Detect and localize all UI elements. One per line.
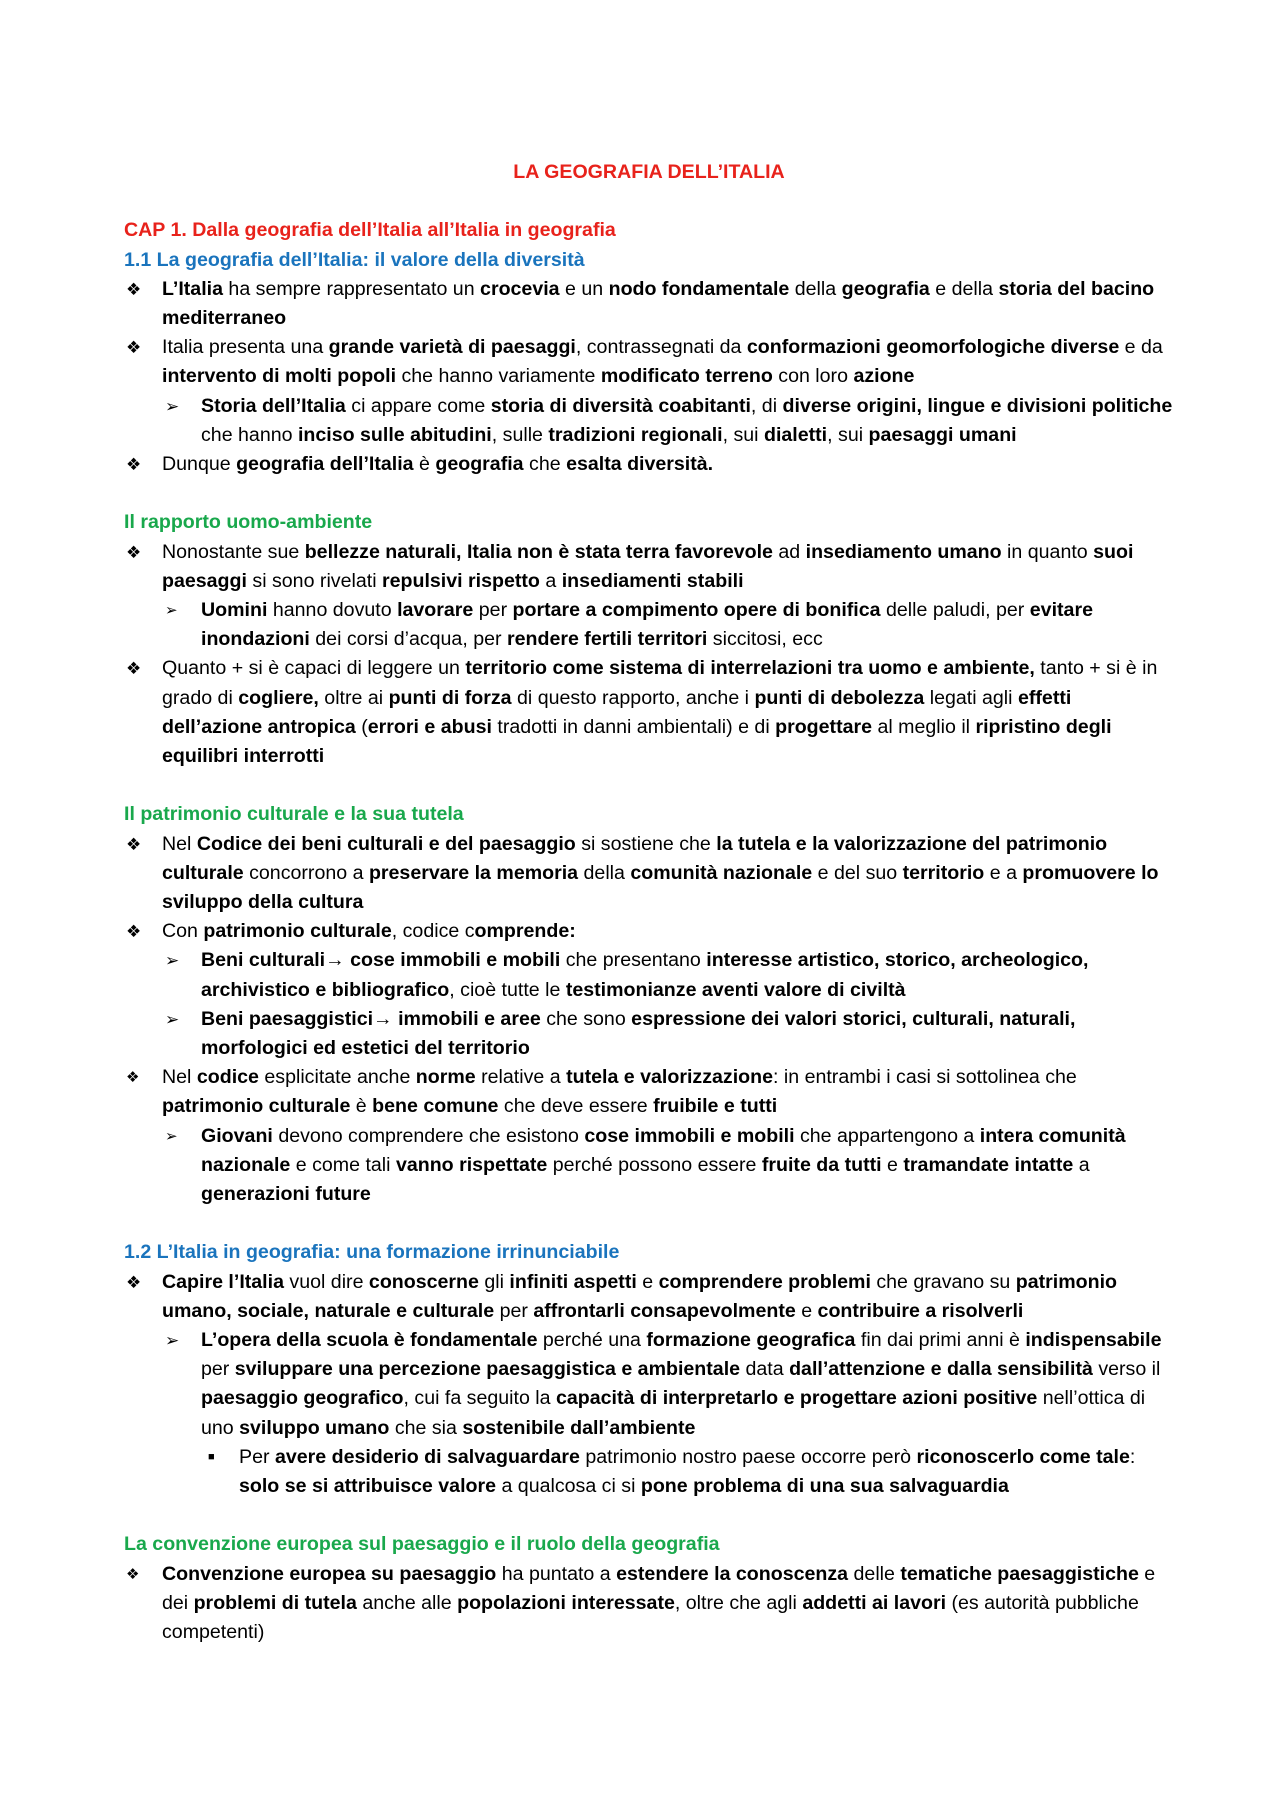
bold-text: geografia xyxy=(435,453,524,476)
text: nell’ottica di uno xyxy=(201,1387,1146,1439)
text: e della xyxy=(929,277,999,300)
text: , sulle xyxy=(491,423,549,446)
list-item xyxy=(124,1063,1174,1121)
text: Quanto + si è capaci di leggere un xyxy=(162,657,466,680)
bold-text: dialetti xyxy=(763,423,828,446)
text: esplicitate anche xyxy=(258,1066,416,1089)
text: che gravano su xyxy=(870,1270,1016,1293)
list-item xyxy=(124,1560,1174,1648)
diamond-bullet-icon: ❖ xyxy=(126,1069,140,1087)
list-item xyxy=(124,654,1174,771)
text: è xyxy=(350,1095,373,1118)
text: della xyxy=(789,277,842,300)
text: , oltre che agli xyxy=(674,1591,803,1614)
text: , contrassegnati da xyxy=(575,336,747,359)
bold-text: Uomini xyxy=(201,599,268,622)
bold-text: effetti dell’azione antropica xyxy=(162,686,1072,738)
text: Con xyxy=(162,920,204,943)
list-item xyxy=(124,450,1174,479)
text: fin dai primi anni è xyxy=(855,1329,1026,1352)
text: : in entrambi i casi si sottolinea che xyxy=(772,1066,1077,1089)
bold-text: indispensabile xyxy=(1025,1329,1162,1352)
bold-text: avere desiderio di salvaguardare xyxy=(274,1445,580,1468)
bold-text: vanno rispettate xyxy=(395,1153,548,1176)
diamond-bullet-icon: ❖ xyxy=(126,542,142,562)
bold-text: capacità di interpretarlo e progettare azioni positive xyxy=(556,1387,1038,1410)
bold-text: paesaggio geografico xyxy=(201,1387,404,1410)
bold-text: popolazioni interessate xyxy=(457,1591,675,1614)
list-item xyxy=(124,1443,1174,1501)
text: e xyxy=(881,1153,904,1176)
bold-text: tradizioni regionali xyxy=(548,423,723,446)
text: a xyxy=(539,569,562,592)
section-heading: 1.2 L’Italia in geografia: una formazione irrinunciabile xyxy=(124,1241,620,1264)
bold-text: L’Italia xyxy=(162,277,223,300)
text: hanno dovuto xyxy=(267,599,398,622)
text: siccitosi, ecc xyxy=(707,628,823,651)
arrow-bullet-icon: ➢ xyxy=(165,602,178,620)
text: per xyxy=(201,1358,235,1381)
bold-text: infiniti aspetti xyxy=(509,1270,637,1293)
bold-text: solo se si attribuisce valore xyxy=(239,1475,497,1498)
bold-text: nodo fondamentale xyxy=(608,277,790,300)
text: perché una xyxy=(537,1329,647,1352)
text: Nel xyxy=(162,832,197,855)
text: anche alle xyxy=(356,1591,458,1614)
diamond-bullet-icon: ❖ xyxy=(126,834,142,854)
diamond-bullet-icon: ❖ xyxy=(126,1272,142,1292)
bold-text: generazioni future xyxy=(201,1183,371,1206)
bold-text: evitare inondazioni xyxy=(201,599,1093,651)
bold-text: dall’attenzione e dalla sensibilità xyxy=(789,1358,1093,1381)
bold-text: repulsivi rispetto xyxy=(382,569,540,592)
list-item xyxy=(124,917,1174,946)
bold-text: Giovani xyxy=(201,1124,273,1147)
text: è xyxy=(413,453,436,476)
diamond-bullet-icon: ❖ xyxy=(126,338,142,358)
bold-text: omprende: xyxy=(474,920,576,943)
text: in quanto xyxy=(1001,540,1094,563)
bold-text: Storia dell’Italia xyxy=(201,394,346,417)
arrow-bullet-icon: ➢ xyxy=(165,396,180,416)
bold-text: espressione dei valori storici, culturali, naturali, morfologici ed estetici del territorio xyxy=(201,1007,1076,1060)
list-item xyxy=(124,830,1174,918)
bold-text: sviluppare una percezione paesaggistica e ambientale xyxy=(234,1358,741,1381)
bold-text: progettare xyxy=(775,715,873,738)
text: per xyxy=(494,1299,534,1322)
bold-text: fruibile e tutti xyxy=(653,1095,778,1118)
bold-text: fruite da tutti xyxy=(761,1153,882,1176)
text: e da xyxy=(1119,336,1163,359)
chapter-heading: CAP 1. Dalla geografia dell’Italia all’Italia in geografia xyxy=(124,219,616,242)
text: che sia xyxy=(389,1416,463,1439)
bold-text: azione xyxy=(853,365,915,388)
section-heading: Il rapporto uomo-ambiente xyxy=(124,511,373,534)
bold-text: punti di forza xyxy=(388,686,512,709)
text: relative a xyxy=(475,1066,567,1089)
bold-text: codice xyxy=(196,1066,259,1089)
bold-text: tramandate intatte xyxy=(903,1153,1074,1176)
list-item xyxy=(124,1268,1174,1326)
text: patrimonio nostro paese occorre però xyxy=(579,1445,917,1468)
bold-text: Beni culturali→ cose immobili e mobili xyxy=(201,949,561,972)
text: data xyxy=(740,1358,790,1381)
text: ha sempre rappresentato un xyxy=(222,277,481,300)
document-title: LA GEOGRAFIA DELL’ITALIA xyxy=(513,161,785,183)
text: a xyxy=(1073,1153,1090,1176)
bold-text: conformazioni geomorfologiche diverse xyxy=(746,336,1120,359)
diamond-bullet-icon: ❖ xyxy=(126,279,142,299)
list-item xyxy=(124,1326,1174,1443)
arrow-bullet-icon: ➢ xyxy=(165,1127,178,1145)
text: che sono xyxy=(540,1007,632,1030)
list-item xyxy=(124,392,1174,450)
bold-text: suoi paesaggi xyxy=(162,540,1134,592)
diamond-bullet-icon: ❖ xyxy=(126,1565,140,1583)
text: della xyxy=(578,861,631,884)
bold-text: Capire l’Italia xyxy=(162,1270,284,1293)
text: , di xyxy=(750,394,783,417)
bold-text: errori e abusi xyxy=(367,715,492,738)
text: che hanno variamente xyxy=(396,365,601,388)
bold-text: inciso sulle abitudini xyxy=(297,423,492,446)
text: che deve essere xyxy=(498,1095,654,1118)
list-item xyxy=(124,1122,1174,1210)
bold-text: la tutela e la valorizzazione del patrimonio culturale xyxy=(162,832,1108,884)
text: che hanno xyxy=(201,423,298,446)
text: verso il xyxy=(1092,1358,1161,1381)
text: e come tali xyxy=(290,1153,396,1176)
text: e xyxy=(636,1270,659,1293)
text: con loro xyxy=(772,365,854,388)
bold-text: norme xyxy=(415,1066,476,1089)
text: Dunque xyxy=(162,453,237,476)
bold-text: contribuire a risolverli xyxy=(817,1299,1024,1322)
bold-text: insediamento umano xyxy=(805,540,1002,563)
list-item xyxy=(124,538,1174,596)
bold-text: comprendere problemi xyxy=(658,1270,871,1293)
list-item xyxy=(124,1005,1174,1063)
arrow-bullet-icon: ➢ xyxy=(165,1009,180,1029)
text: , sui xyxy=(722,423,764,446)
text: delle xyxy=(848,1562,901,1585)
text: oltre ai xyxy=(318,686,389,709)
text: che presentano xyxy=(560,949,707,972)
text: dei corsi d’acqua, per xyxy=(309,628,507,651)
bold-text: territorio come sistema di interrelazioni tra uomo e ambiente, xyxy=(465,657,1035,680)
bold-text: problemi di tutela xyxy=(193,1591,357,1614)
bold-text: estendere la conoscenza xyxy=(616,1562,849,1585)
text: e dei xyxy=(162,1562,1156,1614)
bold-text: tematiche paesaggistiche xyxy=(900,1562,1139,1585)
bold-text: lavorare xyxy=(397,599,474,622)
text: al meglio il xyxy=(872,715,976,738)
list-item xyxy=(124,596,1174,654)
text: : xyxy=(1129,1445,1136,1468)
text: (es autorità pubbliche competenti) xyxy=(162,1591,1139,1644)
bold-text: bene comune xyxy=(372,1095,499,1118)
bold-text: paesaggi umani xyxy=(868,423,1017,446)
text: tanto + si è in grado di xyxy=(162,657,1158,709)
diamond-bullet-icon: ❖ xyxy=(126,922,142,942)
bold-text: interesse artistico, storico, archeologico, archivistico e bibliografico xyxy=(201,949,1089,1001)
bold-text: Convenzione europea su paesaggio xyxy=(162,1562,497,1585)
diamond-bullet-icon: ❖ xyxy=(126,659,142,679)
bold-text: riconoscerlo come tale xyxy=(916,1445,1130,1468)
bold-text: cose immobili e mobili xyxy=(584,1124,795,1147)
text: vuol dire xyxy=(283,1270,369,1293)
text: ha puntato a xyxy=(496,1562,617,1585)
bold-text: formazione geografica xyxy=(646,1329,856,1352)
text: e a xyxy=(984,861,1023,884)
bold-text: preservare la memoria xyxy=(368,861,579,884)
text: gli xyxy=(478,1270,510,1293)
text: legati agli xyxy=(924,686,1018,709)
text: delle paludi, per xyxy=(880,599,1030,622)
list-item xyxy=(124,946,1174,1004)
bold-text: esalta diversità. xyxy=(566,453,714,476)
bold-text: promuovere lo sviluppo della cultura xyxy=(162,861,1159,914)
bold-text: affrontarli consapevolmente xyxy=(533,1299,796,1322)
text: ( xyxy=(355,715,368,738)
text: e un xyxy=(559,277,609,300)
bold-text: rendere fertili territori xyxy=(506,628,708,651)
text: , cui fa seguito la xyxy=(403,1387,556,1410)
text: si sono rivelati xyxy=(246,569,382,592)
section-heading: La convenzione europea sul paesaggio e il ruolo della geografia xyxy=(124,1533,720,1556)
bold-text: sostenibile dall’ambiente xyxy=(462,1416,696,1439)
bold-text: territorio xyxy=(902,861,985,884)
text: concorrono a xyxy=(243,861,369,884)
text: , cioè tutte le xyxy=(449,978,566,1001)
text: Nel xyxy=(162,1066,197,1089)
bold-text: geografia dell’Italia xyxy=(236,453,414,476)
list-item xyxy=(124,333,1174,391)
section-heading: Il patrimonio culturale e la sua tutela xyxy=(124,803,464,826)
square-bullet-icon: ■ xyxy=(208,1450,215,1463)
text: che xyxy=(523,453,567,476)
sections-container xyxy=(124,246,1174,1648)
text: tradotti in danni ambientali) e di xyxy=(491,715,776,738)
text: ci appare come xyxy=(345,394,491,417)
bold-text: patrimonio umano, sociale, naturale e culturale xyxy=(162,1270,1118,1322)
text: di questo rapporto, anche i xyxy=(511,686,755,709)
bold-text: comunità nazionale xyxy=(630,861,813,884)
bold-text: Codice dei beni culturali e del paesaggio xyxy=(196,832,576,855)
bold-text: tutela e valorizzazione xyxy=(566,1066,773,1089)
bold-text: conoscerne xyxy=(368,1270,479,1293)
bold-text: testimonianze aventi valore di civiltà xyxy=(565,978,906,1001)
bold-text: storia di diversità coabitanti xyxy=(490,394,751,417)
text: perché possono essere xyxy=(547,1153,762,1176)
bold-text: punti di debolezza xyxy=(754,686,925,709)
bold-text: addetti ai lavori xyxy=(802,1591,947,1614)
arrow-bullet-icon: ➢ xyxy=(165,951,180,971)
bold-text: portare a compimento opere di bonifica xyxy=(512,599,881,622)
arrow-bullet-icon: ➢ xyxy=(165,1331,180,1351)
text: si sostiene che xyxy=(575,832,717,855)
text: che appartengono a xyxy=(794,1124,980,1147)
section-heading: 1.1 La geografia dell’Italia: il valore della diversità xyxy=(124,248,585,271)
text: e del suo xyxy=(812,861,903,884)
text: ad xyxy=(772,540,806,563)
bold-text: insediamenti stabili xyxy=(561,569,744,592)
bold-text: L’opera della scuola è fondamentale xyxy=(201,1329,538,1352)
bold-text: geografia xyxy=(841,277,930,300)
bold-text: ripristino degli equilibri interrotti xyxy=(162,715,1112,768)
bold-text: cogliere, xyxy=(238,686,319,709)
diamond-bullet-icon: ❖ xyxy=(126,455,142,475)
bold-text: modificato terreno xyxy=(600,365,773,388)
bold-text: sviluppo umano xyxy=(239,1416,390,1439)
text: , codice c xyxy=(391,920,475,943)
text: Italia presenta una xyxy=(162,336,329,359)
text: a qualcosa ci si xyxy=(496,1475,641,1498)
bold-text: grande varietà di paesaggi xyxy=(328,336,576,359)
text: e xyxy=(795,1299,818,1322)
bold-text: crocevia xyxy=(480,277,560,300)
document-body xyxy=(124,158,1174,1647)
text: Per xyxy=(239,1445,275,1468)
bold-text: bellezze naturali, Italia non è stata terra favorevole xyxy=(304,540,773,563)
bold-text: diverse origini, lingue e divisioni politiche xyxy=(782,394,1173,417)
list-item xyxy=(124,275,1174,333)
bold-text: intera comunità nazionale xyxy=(201,1124,1126,1176)
bold-text: patrimonio culturale xyxy=(203,920,392,943)
bold-text: patrimonio culturale xyxy=(162,1095,351,1118)
bold-text: pone problema di una sua salvaguardia xyxy=(640,1475,1009,1498)
text: , sui xyxy=(827,423,869,446)
bold-text: Beni paesaggistici→ immobili e aree xyxy=(201,1007,541,1030)
text: per xyxy=(473,599,513,622)
bold-text: intervento di molti popoli xyxy=(162,365,397,388)
text: devono comprendere che esistono xyxy=(272,1124,585,1147)
bold-text: storia del bacino mediterraneo xyxy=(162,277,1155,329)
text: Nonostante sue xyxy=(162,540,305,563)
